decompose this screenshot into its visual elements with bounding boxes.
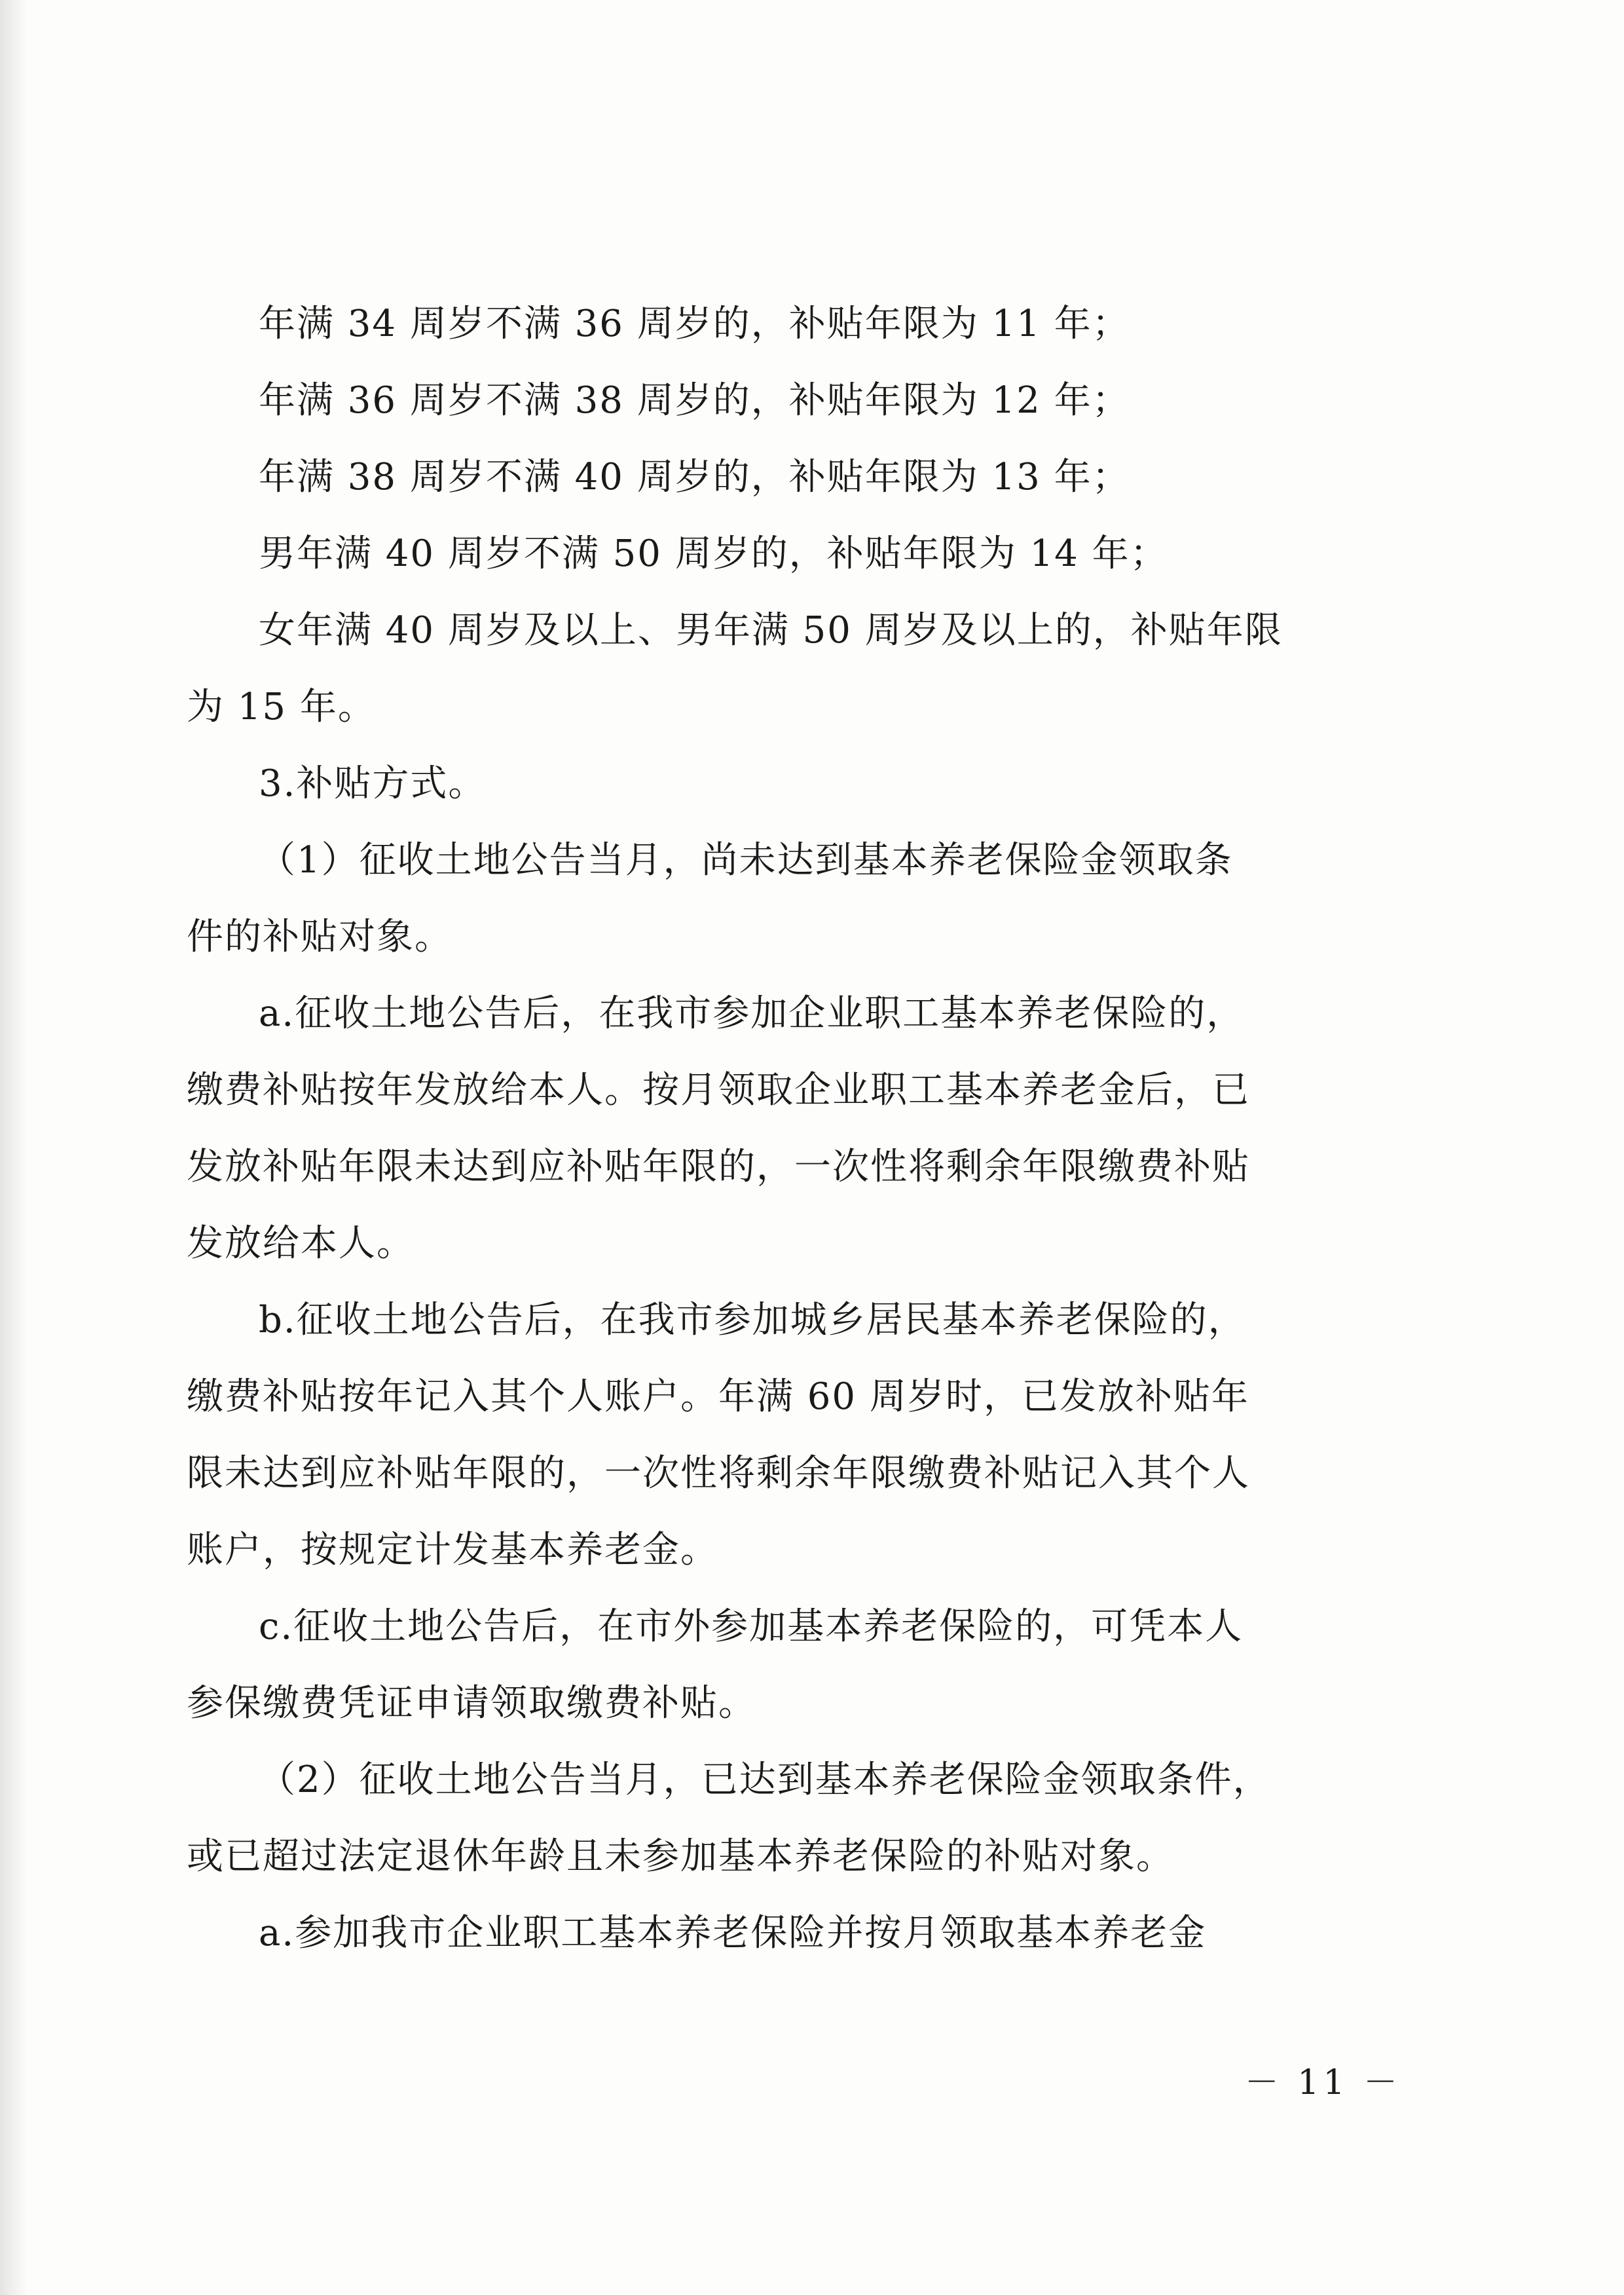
- text-line: 账户，按规定计发基本养老金。: [187, 1529, 718, 1571]
- text-line: 缴费补贴按年记入其个人账户。年满 60 周岁时，已发放补贴年: [187, 1375, 1249, 1418]
- text-line: 男年满 40 周岁不满 50 周岁的，补贴年限为 14 年；: [259, 532, 1168, 575]
- text-line: 参保缴费凭证申请领取缴费补贴。: [187, 1682, 756, 1725]
- text-line: b.征收土地公告后，在我市参加城乡居民基本养老保险的，: [259, 1299, 1246, 1341]
- text-line: c.征收土地公告后，在市外参加基本养老保险的，可凭本人: [259, 1605, 1244, 1648]
- text-line: （1）征收土地公告当月，尚未达到基本养老保险金领取条: [259, 839, 1233, 882]
- text-line: 发放补贴年限未达到应补贴年限的，一次性将剩余年限缴费补贴: [187, 1146, 1250, 1188]
- text-line: 女年满 40 周岁及以上、男年满 50 周岁及以上的，补贴年限: [259, 609, 1283, 652]
- scan-edge-shadow: [0, 0, 28, 2295]
- text-line: 为 15 年。: [187, 686, 376, 728]
- text-line: 年满 34 周岁不满 36 周岁的，补贴年限为 11 年；: [259, 303, 1130, 345]
- text-line: 或已超过法定退休年龄且未参加基本养老保险的补贴对象。: [187, 1835, 1174, 1878]
- text-line: 缴费补贴按年发放给本人。按月领取企业职工基本养老金后，已: [187, 1069, 1250, 1111]
- text-line: 3.补贴方式。: [259, 762, 487, 805]
- text-line: a.参加我市企业职工基本养老保险并按月领取基本养老金: [259, 1912, 1207, 1954]
- text-line: 件的补贴对象。: [187, 916, 452, 958]
- text-line: 年满 36 周岁不满 38 周岁的，补贴年限为 12 年；: [259, 379, 1130, 422]
- text-line: 年满 38 周岁不满 40 周岁的，补贴年限为 13 年；: [259, 456, 1130, 498]
- text-line: 发放给本人。: [187, 1222, 415, 1265]
- text-line: a.征收土地公告后，在我市参加企业职工基本养老保险的，: [259, 992, 1245, 1035]
- page-number: － 11 －: [1244, 2063, 1401, 2102]
- text-line: （2）征收土地公告当月，已达到基本养老保险金领取条件，: [259, 1759, 1271, 1801]
- text-line: 限未达到应补贴年限的，一次性将剩余年限缴费补贴记入其个人: [187, 1452, 1250, 1495]
